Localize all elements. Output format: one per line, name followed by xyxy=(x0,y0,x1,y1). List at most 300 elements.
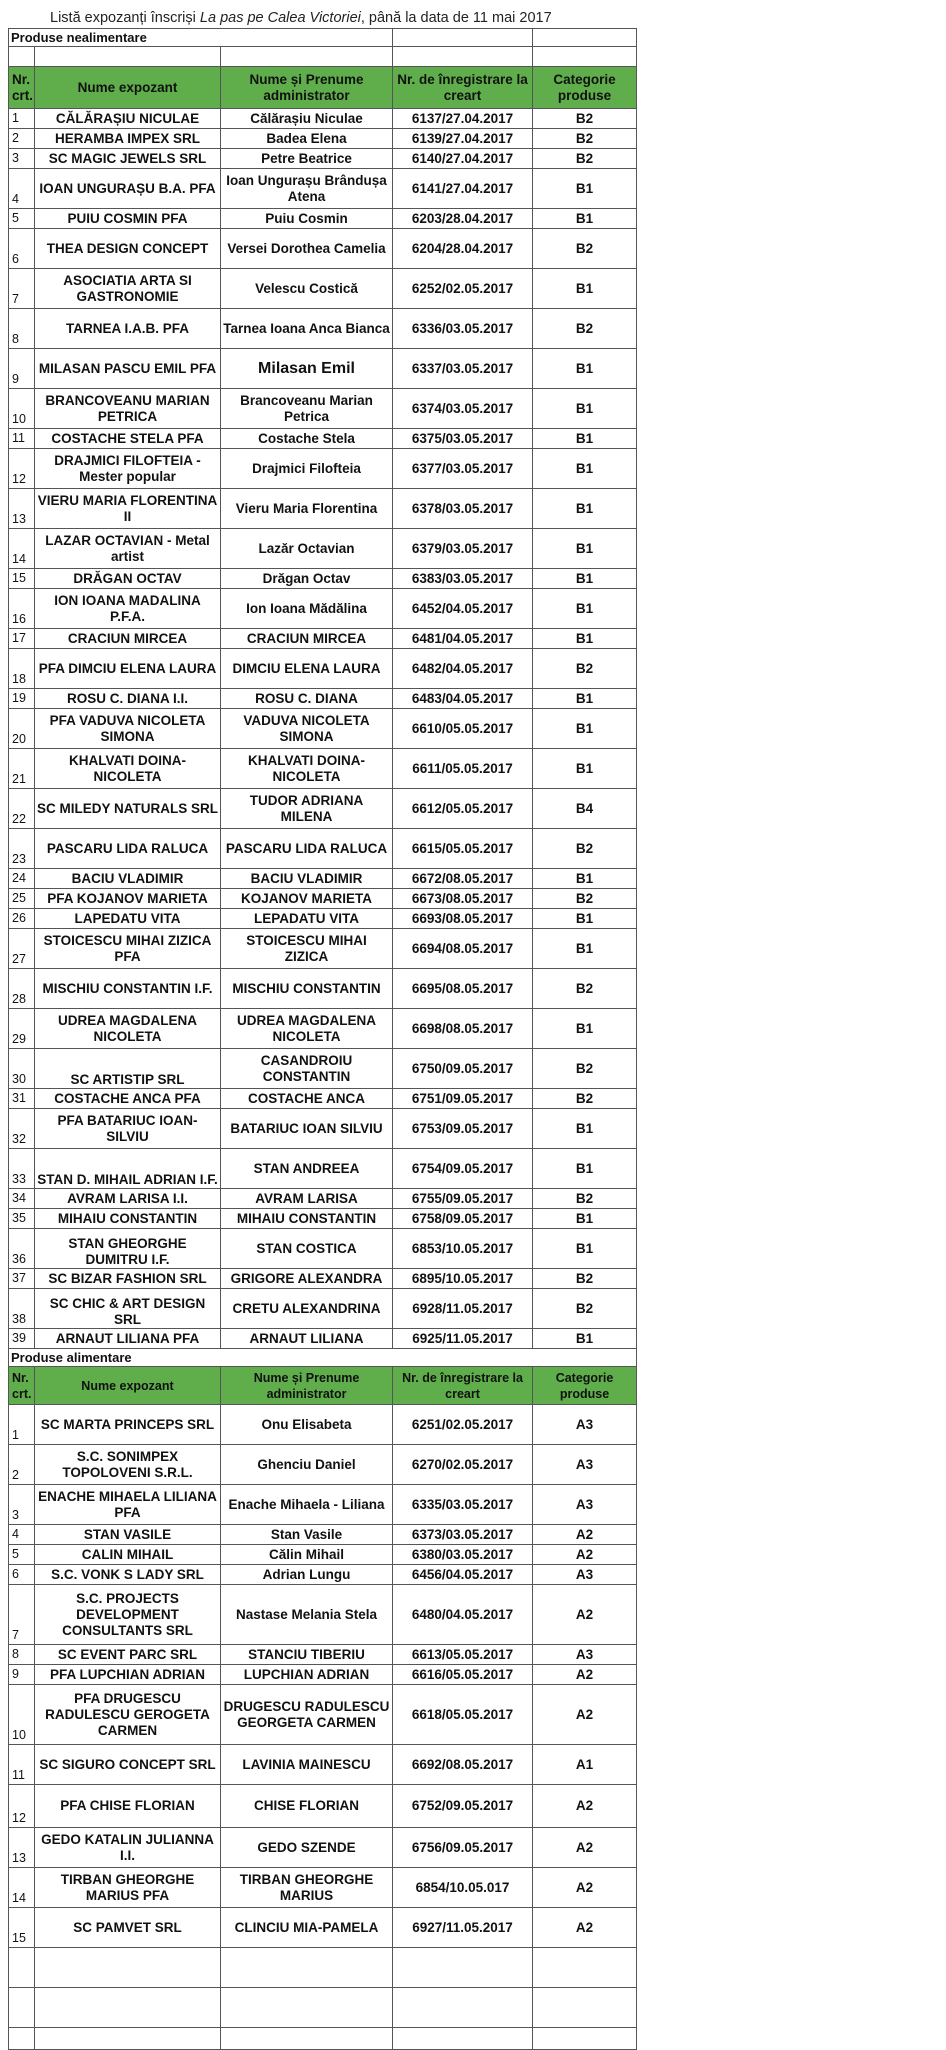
product-category: B1 xyxy=(533,1229,637,1269)
exhibitor-name: PASCARU LIDA RALUCA xyxy=(35,829,221,869)
exhibitor-name: S.C. VONK S LADY SRL xyxy=(35,1565,221,1585)
administrator-name: COSTACHE ANCA xyxy=(221,1089,393,1109)
table-row xyxy=(9,1525,637,1545)
exhibitor-name: STAN GHEORGHE DUMITRU I.F. xyxy=(35,1229,221,1269)
table-row xyxy=(9,1405,637,1445)
table-row xyxy=(9,129,637,149)
administrator-name: GRIGORE ALEXANDRA xyxy=(221,1269,393,1289)
exhibitor-name: DRAJMICI FILOFTEIA - Mester popular xyxy=(35,449,221,489)
document-title xyxy=(8,8,636,28)
product-category: A2 xyxy=(533,1828,637,1868)
table-row xyxy=(9,529,637,569)
product-category: B1 xyxy=(533,589,637,629)
table-row xyxy=(9,309,637,349)
administrator-name: GEDO SZENDE xyxy=(221,1828,393,1868)
registration-number: 6752/09.05.2017 xyxy=(393,1785,533,1828)
row-number: 17 xyxy=(9,629,35,649)
administrator-name: Tarnea Ioana Anca Bianca xyxy=(221,309,393,349)
table-row xyxy=(9,149,637,169)
product-category: B1 xyxy=(533,489,637,529)
administrator-name: CASANDROIU CONSTANTIN xyxy=(221,1049,393,1089)
registration-number: 6613/05.05.2017 xyxy=(393,1645,533,1665)
product-category: B1 xyxy=(533,569,637,589)
header-row-nealimentare xyxy=(9,67,637,109)
empty-cell xyxy=(35,2028,221,2050)
administrator-name: Versei Dorothea Camelia xyxy=(221,229,393,269)
product-category: B4 xyxy=(533,789,637,829)
product-category: A3 xyxy=(533,1405,637,1445)
table-row xyxy=(9,649,637,689)
product-category: B1 xyxy=(533,1109,637,1149)
row-number: 30 xyxy=(9,1049,35,1089)
registration-number: 6251/02.05.2017 xyxy=(393,1405,533,1445)
registration-number: 6854/10.05.017 xyxy=(393,1868,533,1908)
registration-number: 6693/08.05.2017 xyxy=(393,909,533,929)
row-number: 3 xyxy=(9,1485,35,1525)
table-row xyxy=(9,1785,637,1828)
registration-number: 6928/11.05.2017 xyxy=(393,1289,533,1329)
exhibitor-name: MILASAN PASCU EMIL PFA xyxy=(35,349,221,389)
header-nr: Nr. crt. xyxy=(9,1367,35,1405)
table-row xyxy=(9,1485,637,1525)
row-number: 4 xyxy=(9,1525,35,1545)
row-number: 14 xyxy=(9,1868,35,1908)
product-category: B1 xyxy=(533,389,637,429)
exhibitor-name: LAPEDATU VITA xyxy=(35,909,221,929)
administrator-name: Vieru Maria Florentina xyxy=(221,489,393,529)
table-row xyxy=(9,1585,637,1645)
administrator-name: UDREA MAGDALENA NICOLETA xyxy=(221,1009,393,1049)
table-row xyxy=(9,1149,637,1189)
registration-number: 6380/03.05.2017 xyxy=(393,1545,533,1565)
row-number: 22 xyxy=(9,789,35,829)
administrator-name: PASCARU LIDA RALUCA xyxy=(221,829,393,869)
empty-cell xyxy=(393,1988,533,2028)
exhibitor-name: SC MAGIC JEWELS SRL xyxy=(35,149,221,169)
exhibitor-name: ION IOANA MADALINA P.F.A. xyxy=(35,589,221,629)
row-number: 15 xyxy=(9,569,35,589)
administrator-name: BACIU VLADIMIR xyxy=(221,869,393,889)
empty-cell xyxy=(35,47,221,67)
table-row xyxy=(9,1329,637,1349)
exhibitor-name: BACIU VLADIMIR xyxy=(35,869,221,889)
exhibitor-name: SC MARTA PRINCEPS SRL xyxy=(35,1405,221,1445)
table-row xyxy=(9,489,637,529)
empty-row xyxy=(9,1988,637,2028)
empty-cell xyxy=(533,1948,637,1988)
administrator-name: STANCIU TIBERIU xyxy=(221,1645,393,1665)
exhibitor-name: SC BIZAR FASHION SRL xyxy=(35,1269,221,1289)
empty-cell xyxy=(533,47,637,67)
row-number: 34 xyxy=(9,1189,35,1209)
registration-number: 6754/09.05.2017 xyxy=(393,1149,533,1189)
table-row xyxy=(9,1089,637,1109)
exhibitor-name: SC PAMVET SRL xyxy=(35,1908,221,1948)
administrator-name: ROSU C. DIANA xyxy=(221,689,393,709)
registration-number: 6692/08.05.2017 xyxy=(393,1745,533,1785)
product-category: A2 xyxy=(533,1908,637,1948)
header-nume-expozant: Nume expozant xyxy=(35,1367,221,1405)
registration-number: 6139/27.04.2017 xyxy=(393,129,533,149)
table-row xyxy=(9,749,637,789)
empty-cell xyxy=(221,1948,393,1988)
registration-number: 6695/08.05.2017 xyxy=(393,969,533,1009)
registration-number: 6203/28.04.2017 xyxy=(393,209,533,229)
table-row xyxy=(9,929,637,969)
table-row xyxy=(9,869,637,889)
exhibitor-name: PFA DRUGESCU RADULESCU GEROGETA CARMEN xyxy=(35,1685,221,1745)
row-number: 36 xyxy=(9,1229,35,1269)
exhibitor-name: S.C. SONIMPEX TOPOLOVENI S.R.L. xyxy=(35,1445,221,1485)
table-row xyxy=(9,349,637,389)
exhibitor-name: PFA VADUVA NICOLETA SIMONA xyxy=(35,709,221,749)
empty-cell xyxy=(533,2028,637,2050)
registration-number: 6758/09.05.2017 xyxy=(393,1209,533,1229)
table-row xyxy=(9,1189,637,1209)
registration-number: 6383/03.05.2017 xyxy=(393,569,533,589)
empty-cell xyxy=(9,2028,35,2050)
header-nr-inregistrare: Nr. de înregistrare la creart xyxy=(393,67,533,109)
registration-number: 6694/08.05.2017 xyxy=(393,929,533,969)
product-category: A1 xyxy=(533,1745,637,1785)
exhibitor-name: SC ARTISTIP SRL xyxy=(35,1049,221,1089)
header-administrator: Nume și Prenume administrator xyxy=(221,1367,393,1405)
administrator-name: TIRBAN GHEORGHE MARIUS xyxy=(221,1868,393,1908)
product-category: B2 xyxy=(533,1289,637,1329)
exhibitor-name: STAN D. MIHAIL ADRIAN I.F. xyxy=(35,1149,221,1189)
exhibitor-name: PFA BATARIUC IOAN-SILVIU xyxy=(35,1109,221,1149)
administrator-name: ARNAUT LILIANA xyxy=(221,1329,393,1349)
header-nume-expozant: Nume expozant xyxy=(35,67,221,109)
product-category: B2 xyxy=(533,309,637,349)
row-number: 23 xyxy=(9,829,35,869)
exhibitor-name: CALIN MIHAIL xyxy=(35,1545,221,1565)
row-number: 14 xyxy=(9,529,35,569)
exhibitor-name: ENACHE MIHAELA LILIANA PFA xyxy=(35,1485,221,1525)
product-category: A2 xyxy=(533,1545,637,1565)
header-row-alimentare xyxy=(9,1367,637,1405)
administrator-name: Ion Ioana Mădălina xyxy=(221,589,393,629)
row-number: 5 xyxy=(9,209,35,229)
product-category: B1 xyxy=(533,929,637,969)
table-row xyxy=(9,209,637,229)
product-category: B2 xyxy=(533,969,637,1009)
empty-cell xyxy=(221,2028,393,2050)
registration-number: 6379/03.05.2017 xyxy=(393,529,533,569)
header-administrator: Nume și Prenume administrator xyxy=(221,67,393,109)
exhibitor-name: KHALVATI DOINA-NICOLETA xyxy=(35,749,221,789)
product-category: A3 xyxy=(533,1565,637,1585)
registration-number: 6335/03.05.2017 xyxy=(393,1485,533,1525)
administrator-name: DRUGESCU RADULESCU GEORGETA CARMEN xyxy=(221,1685,393,1745)
row-number: 15 xyxy=(9,1908,35,1948)
row-number: 9 xyxy=(9,349,35,389)
exhibitor-name: HERAMBA IMPEX SRL xyxy=(35,129,221,149)
exhibitor-name: MISCHIU CONSTANTIN I.F. xyxy=(35,969,221,1009)
exhibitor-name: DRĂGAN OCTAV xyxy=(35,569,221,589)
exhibitor-name: ROSU C. DIANA I.I. xyxy=(35,689,221,709)
product-category: B1 xyxy=(533,749,637,789)
registration-number: 6673/08.05.2017 xyxy=(393,889,533,909)
row-number: 28 xyxy=(9,969,35,1009)
product-category: B1 xyxy=(533,1149,637,1189)
exhibitor-name: BRANCOVEANU MARIAN PETRICA xyxy=(35,389,221,429)
product-category: A2 xyxy=(533,1665,637,1685)
table-row xyxy=(9,1109,637,1149)
exhibitor-name: STOICESCU MIHAI ZIZICA PFA xyxy=(35,929,221,969)
header-nr-inregistrare: Nr. de înregistrare la creart xyxy=(393,1367,533,1405)
registration-number: 6672/08.05.2017 xyxy=(393,869,533,889)
table-row xyxy=(9,629,637,649)
row-number: 6 xyxy=(9,1565,35,1585)
product-category: B1 xyxy=(533,1209,637,1229)
administrator-name: STOICESCU MIHAI ZIZICA xyxy=(221,929,393,969)
row-number: 2 xyxy=(9,1445,35,1485)
exhibitor-name: ASOCIATIA ARTA SI GASTRONOMIE xyxy=(35,269,221,309)
row-number: 16 xyxy=(9,589,35,629)
product-category: B2 xyxy=(533,1049,637,1089)
row-number: 13 xyxy=(9,1828,35,1868)
product-category: A2 xyxy=(533,1685,637,1745)
row-number: 21 xyxy=(9,749,35,789)
row-number: 35 xyxy=(9,1209,35,1229)
table-row xyxy=(9,909,637,929)
table-row xyxy=(9,1745,637,1785)
table-row xyxy=(9,689,637,709)
empty-cell xyxy=(393,1948,533,1988)
section-alimentare xyxy=(9,1349,637,1367)
administrator-name: CLINCIU MIA-PAMELA xyxy=(221,1908,393,1948)
administrator-name: AVRAM LARISA xyxy=(221,1189,393,1209)
administrator-name: Ghenciu Daniel xyxy=(221,1445,393,1485)
administrator-name: Ioan Ungurașu Brândușa Atena xyxy=(221,169,393,209)
product-category: A2 xyxy=(533,1525,637,1545)
table-row xyxy=(9,709,637,749)
registration-number: 6925/11.05.2017 xyxy=(393,1329,533,1349)
registration-number: 6480/04.05.2017 xyxy=(393,1585,533,1645)
registration-number: 6452/04.05.2017 xyxy=(393,589,533,629)
administrator-name: STAN COSTICA xyxy=(221,1229,393,1269)
empty-cell xyxy=(9,1988,35,2028)
product-category: B1 xyxy=(533,209,637,229)
product-category: B2 xyxy=(533,129,637,149)
administrator-name: CRETU ALEXANDRINA xyxy=(221,1289,393,1329)
administrator-name: TUDOR ADRIANA MILENA xyxy=(221,789,393,829)
administrator-name: Adrian Lungu xyxy=(221,1565,393,1585)
empty-cell xyxy=(221,1988,393,2028)
table-row xyxy=(9,1645,637,1665)
table-row xyxy=(9,1545,637,1565)
registration-number: 6204/28.04.2017 xyxy=(393,229,533,269)
exhibitor-name: ARNAUT LILIANA PFA xyxy=(35,1329,221,1349)
row-number: 4 xyxy=(9,169,35,209)
table-row xyxy=(9,1209,637,1229)
exhibitor-name: COSTACHE STELA PFA xyxy=(35,429,221,449)
product-category: B1 xyxy=(533,689,637,709)
table-row xyxy=(9,429,637,449)
administrator-name: Onu Elisabeta xyxy=(221,1405,393,1445)
administrator-name: Călin Mihail xyxy=(221,1545,393,1565)
administrator-name: LUPCHIAN ADRIAN xyxy=(221,1665,393,1685)
registration-number: 6895/10.05.2017 xyxy=(393,1269,533,1289)
table-row xyxy=(9,1445,637,1485)
exhibitor-name: IOAN UNGURAȘU B.A. PFA xyxy=(35,169,221,209)
row-number: 27 xyxy=(9,929,35,969)
empty-cell xyxy=(9,1948,35,1988)
exhibitor-name: PFA CHISE FLORIAN xyxy=(35,1785,221,1828)
header-categorie: Categorie produse xyxy=(533,67,637,109)
registration-number: 6375/03.05.2017 xyxy=(393,429,533,449)
exhibitor-name: S.C. PROJECTS DEVELOPMENT CONSULTANTS SRL xyxy=(35,1585,221,1645)
exhibitor-name: PFA LUPCHIAN ADRIAN xyxy=(35,1665,221,1685)
row-number: 24 xyxy=(9,869,35,889)
administrator-name: Velescu Costică xyxy=(221,269,393,309)
table-row xyxy=(9,1908,637,1948)
exhibitors-table-body xyxy=(9,29,637,2050)
empty-cell xyxy=(393,29,533,47)
exhibitor-name: TIRBAN GHEORGHE MARIUS PFA xyxy=(35,1868,221,1908)
row-number: 32 xyxy=(9,1109,35,1149)
row-number: 26 xyxy=(9,909,35,929)
empty-row xyxy=(9,2028,637,2050)
exhibitor-name: CRACIUN MIRCEA xyxy=(35,629,221,649)
section-title-nealimentare: Produse nealimentare xyxy=(9,29,393,47)
product-category: B1 xyxy=(533,909,637,929)
administrator-name: Brancoveanu Marian Petrica xyxy=(221,389,393,429)
table-row xyxy=(9,1828,637,1868)
administrator-name: STAN ANDREEA xyxy=(221,1149,393,1189)
row-number: 10 xyxy=(9,1685,35,1745)
exhibitor-name: TARNEA I.A.B. PFA xyxy=(35,309,221,349)
table-row xyxy=(9,1229,637,1269)
row-number: 12 xyxy=(9,449,35,489)
administrator-name: Călărașiu Niculae xyxy=(221,109,393,129)
registration-number: 6270/02.05.2017 xyxy=(393,1445,533,1485)
empty-cell xyxy=(393,2028,533,2050)
product-category: B1 xyxy=(533,349,637,389)
row-number: 25 xyxy=(9,889,35,909)
registration-number: 6140/27.04.2017 xyxy=(393,149,533,169)
table-row xyxy=(9,389,637,429)
empty-cell xyxy=(393,47,533,67)
administrator-name: CRACIUN MIRCEA xyxy=(221,629,393,649)
empty-cell xyxy=(35,1948,221,1988)
table-row xyxy=(9,269,637,309)
row-number: 1 xyxy=(9,109,35,129)
table-row xyxy=(9,1685,637,1745)
product-category: B1 xyxy=(533,1009,637,1049)
registration-number: 6615/05.05.2017 xyxy=(393,829,533,869)
row-number: 13 xyxy=(9,489,35,529)
table-row xyxy=(9,229,637,269)
registration-number: 6753/09.05.2017 xyxy=(393,1109,533,1149)
row-number: 33 xyxy=(9,1149,35,1189)
row-number: 7 xyxy=(9,269,35,309)
registration-number: 6336/03.05.2017 xyxy=(393,309,533,349)
registration-number: 6750/09.05.2017 xyxy=(393,1049,533,1089)
spreadsheet xyxy=(8,8,636,2050)
product-category: A2 xyxy=(533,1585,637,1645)
administrator-name: Puiu Cosmin xyxy=(221,209,393,229)
product-category: A3 xyxy=(533,1445,637,1485)
registration-number: 6141/27.04.2017 xyxy=(393,169,533,209)
row-number: 1 xyxy=(9,1405,35,1445)
exhibitor-name: PFA KOJANOV MARIETA xyxy=(35,889,221,909)
row-number: 2 xyxy=(9,129,35,149)
exhibitor-name: GEDO KATALIN JULIANNA I.I. xyxy=(35,1828,221,1868)
product-category: B1 xyxy=(533,709,637,749)
product-category: B1 xyxy=(533,629,637,649)
product-category: B2 xyxy=(533,149,637,169)
empty-row xyxy=(9,1948,637,1988)
registration-number: 6755/09.05.2017 xyxy=(393,1189,533,1209)
row-number: 12 xyxy=(9,1785,35,1828)
administrator-name: Costache Stela xyxy=(221,429,393,449)
administrator-name: Stan Vasile xyxy=(221,1525,393,1545)
row-number: 8 xyxy=(9,1645,35,1665)
table-row xyxy=(9,829,637,869)
exhibitor-name: THEA DESIGN CONCEPT xyxy=(35,229,221,269)
table-row xyxy=(9,589,637,629)
row-number: 18 xyxy=(9,649,35,689)
registration-number: 6378/03.05.2017 xyxy=(393,489,533,529)
registration-number: 6252/02.05.2017 xyxy=(393,269,533,309)
administrator-name: VADUVA NICOLETA SIMONA xyxy=(221,709,393,749)
exhibitor-name: SC SIGURO CONCEPT SRL xyxy=(35,1745,221,1785)
exhibitor-name: STAN VASILE xyxy=(35,1525,221,1545)
product-category: B2 xyxy=(533,1269,637,1289)
title-prefix: Listă expozanți înscriși xyxy=(50,10,200,26)
exhibitor-name: SC MILEDY NATURALS SRL xyxy=(35,789,221,829)
registration-number: 6137/27.04.2017 xyxy=(393,109,533,129)
administrator-name: CHISE FLORIAN xyxy=(221,1785,393,1828)
administrator-name: KOJANOV MARIETA xyxy=(221,889,393,909)
administrator-name: BATARIUC IOAN SILVIU xyxy=(221,1109,393,1149)
row-number: 3 xyxy=(9,149,35,169)
exhibitor-name: LAZAR OCTAVIAN - Metal artist xyxy=(35,529,221,569)
registration-number: 6482/04.05.2017 xyxy=(393,649,533,689)
administrator-name: KHALVATI DOINA-NICOLETA xyxy=(221,749,393,789)
row-number: 7 xyxy=(9,1585,35,1645)
registration-number: 6618/05.05.2017 xyxy=(393,1685,533,1745)
product-category: B2 xyxy=(533,229,637,269)
administrator-name: Lazăr Octavian xyxy=(221,529,393,569)
product-category: B1 xyxy=(533,449,637,489)
product-category: B2 xyxy=(533,1189,637,1209)
registration-number: 6927/11.05.2017 xyxy=(393,1908,533,1948)
product-category: B1 xyxy=(533,169,637,209)
registration-number: 6377/03.05.2017 xyxy=(393,449,533,489)
registration-number: 6373/03.05.2017 xyxy=(393,1525,533,1545)
registration-number: 6374/03.05.2017 xyxy=(393,389,533,429)
table-row xyxy=(9,109,637,129)
exhibitor-name: PFA DIMCIU ELENA LAURA xyxy=(35,649,221,689)
row-number: 10 xyxy=(9,389,35,429)
administrator-name: Drăgan Octav xyxy=(221,569,393,589)
product-category: A3 xyxy=(533,1645,637,1665)
empty-cell xyxy=(9,47,35,67)
registration-number: 6456/04.05.2017 xyxy=(393,1565,533,1585)
administrator-name: Petre Beatrice xyxy=(221,149,393,169)
product-category: B2 xyxy=(533,109,637,129)
exhibitors-table xyxy=(8,28,637,2050)
registration-number: 6751/09.05.2017 xyxy=(393,1089,533,1109)
row-number: 20 xyxy=(9,709,35,749)
registration-number: 6337/03.05.2017 xyxy=(393,349,533,389)
row-number: 38 xyxy=(9,1289,35,1329)
header-categorie: Categorie produse xyxy=(533,1367,637,1405)
empty-cell xyxy=(533,29,637,47)
